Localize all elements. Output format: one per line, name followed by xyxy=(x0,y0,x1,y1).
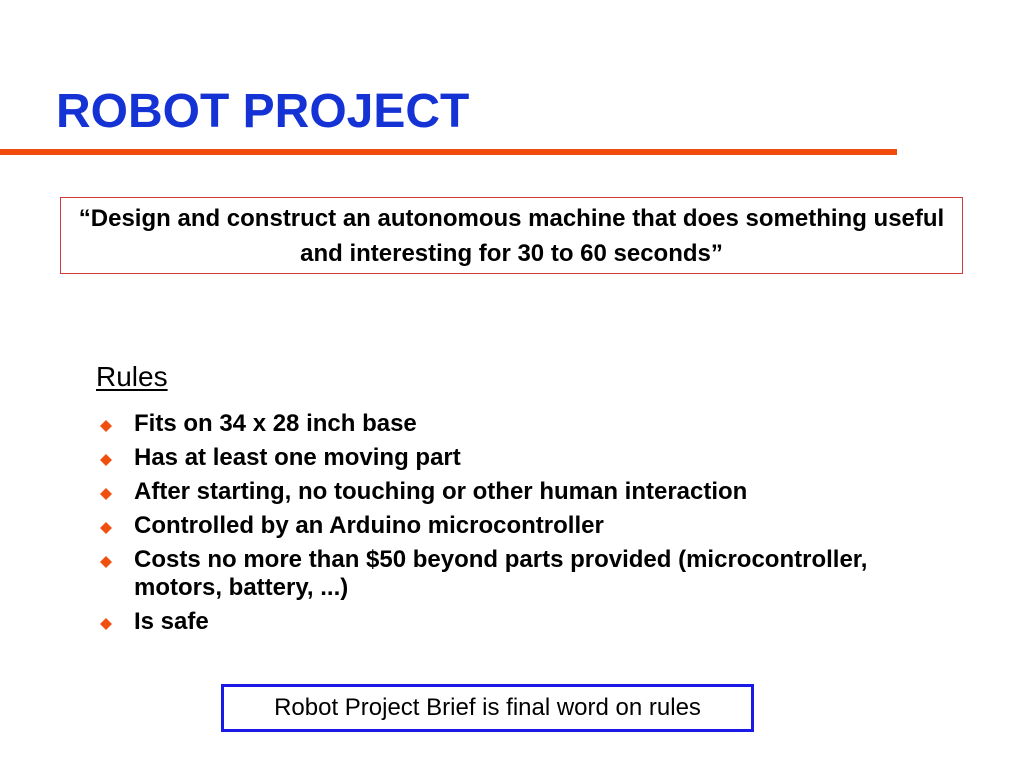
project-quote: “Design and construct an autonomous machine that does something useful and interesting for 30 to 60 seconds” xyxy=(78,204,945,267)
diamond-bullet-icon xyxy=(100,454,112,466)
list-item xyxy=(96,546,896,602)
list-item xyxy=(96,444,896,472)
rule-text: Fits on 34 x 28 inch base xyxy=(134,410,417,437)
quote-box xyxy=(60,197,963,274)
diamond-bullet-icon xyxy=(100,556,112,568)
footer-note-box xyxy=(221,684,754,732)
title-underline-rule xyxy=(0,149,897,155)
slide-title: ROBOT PROJECT xyxy=(56,85,470,138)
list-item xyxy=(96,410,896,438)
diamond-bullet-icon xyxy=(100,618,112,630)
rule-text: Costs no more than $50 beyond parts provided (microcontroller, motors, battery, ...) xyxy=(134,546,868,601)
diamond-bullet-icon xyxy=(100,420,112,432)
rules-list xyxy=(96,410,896,642)
rules-heading: Rules xyxy=(96,361,168,392)
rule-text: Has at least one moving part xyxy=(134,444,461,471)
rule-text: Is safe xyxy=(134,608,209,635)
list-item xyxy=(96,478,896,506)
list-item xyxy=(96,608,896,636)
rule-text: Controlled by an Arduino microcontroller xyxy=(134,512,604,539)
footer-note: Robot Project Brief is final word on rules xyxy=(274,694,701,721)
list-item xyxy=(96,512,896,540)
diamond-bullet-icon xyxy=(100,522,112,534)
rule-text: After starting, no touching or other human interaction xyxy=(134,478,748,505)
diamond-bullet-icon xyxy=(100,488,112,500)
